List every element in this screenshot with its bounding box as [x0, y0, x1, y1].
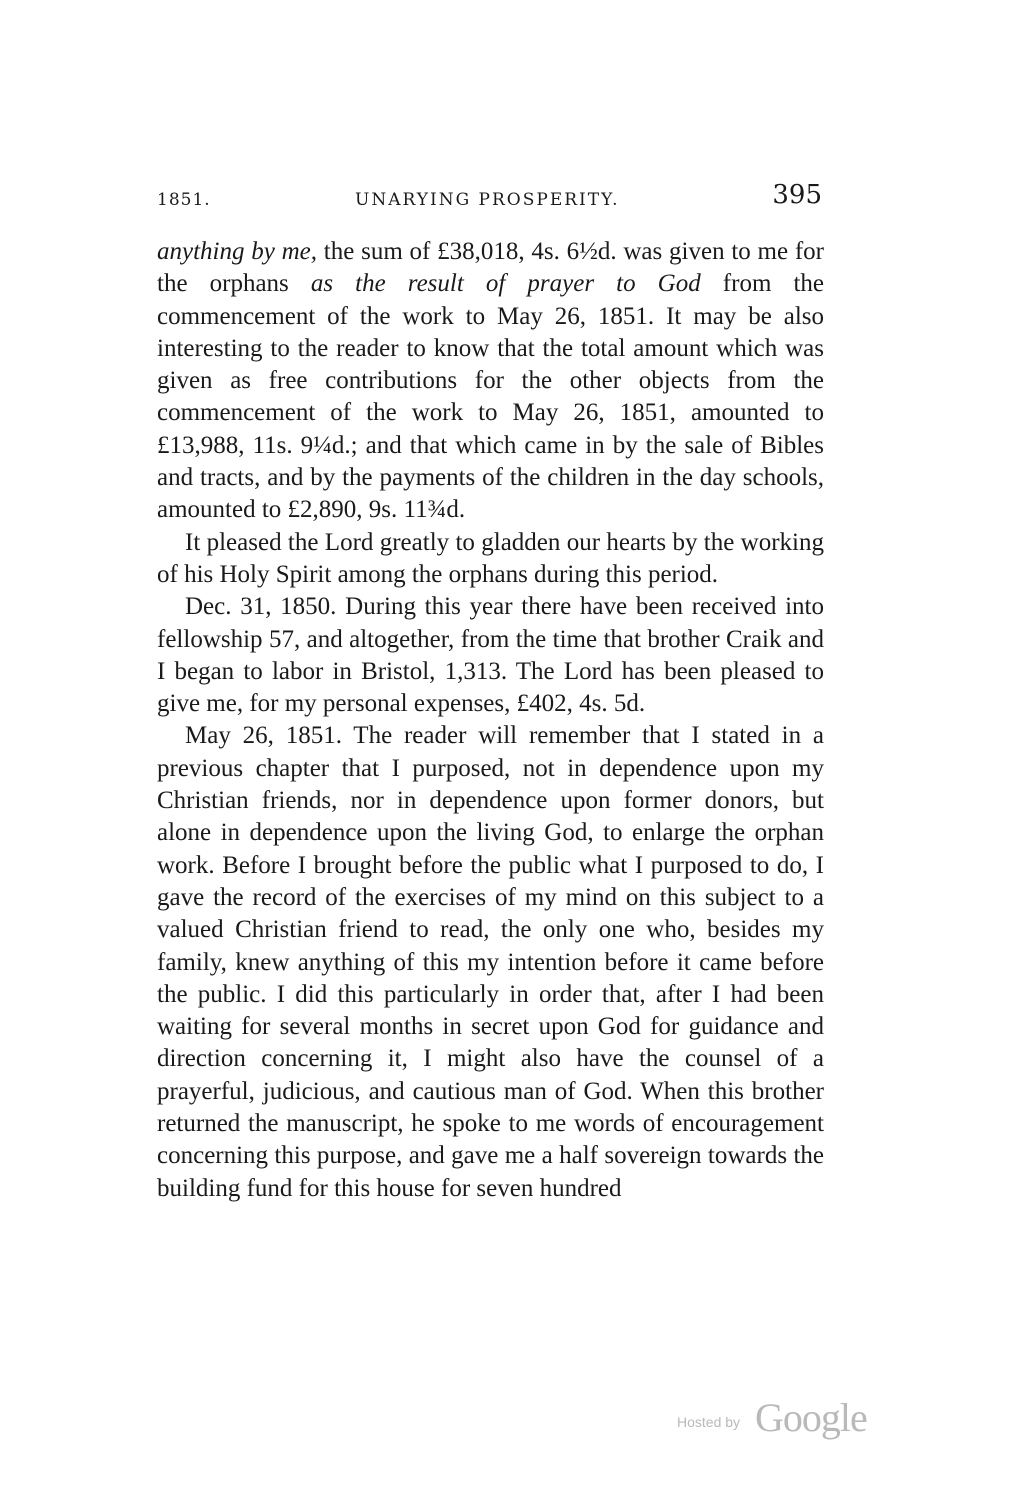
italic-phrase: as the result of prayer to God — [310, 270, 701, 298]
page-number: 395 — [772, 180, 822, 210]
paragraph-text: from the commencement of the work to May 26, 1851. It may be also interesting to the reader to know that the total amount which was given as free contributions for the other objects from the commencement of the work to May 26, 1851, amounted to £13,988, 11s. 9¼d.; and that which came in by the sale of Bibles and tracts, and by the payments of the children in the day schools, amounted to £2,890, 9s. 11¾d. — [157, 270, 825, 524]
paragraph-1 — [157, 236, 824, 527]
hosted-by-label: Hosted by — [677, 1414, 741, 1430]
paragraph-text: the sum of £38,018, 4s. 6½d. was given to me for the orphans — [157, 238, 824, 298]
paragraph-3: Dec. 31, 1850. During this year there have been received into fellowship 57, and altogether, from the time that brother Craik and I began to labor in Bristol, 1,313. The Lord has been pleased to give me, for my personal expenses, £402, 4s. 5d. — [157, 593, 824, 718]
header-year: 1851. — [157, 190, 211, 210]
italic-phrase: anything by me, — [157, 238, 318, 265]
running-header — [157, 180, 822, 214]
paragraph-2: It pleased the Lord greatly to gladden our hearts by the working of his Holy Spirit among the orphans during this period. — [157, 528, 824, 588]
body-text — [157, 236, 824, 1205]
running-title: UNARYING PROSPERITY. — [355, 190, 620, 210]
google-logo: Google — [755, 1395, 867, 1440]
paragraph-4: May 26, 1851. The reader will remember that I stated in a previous chapter that I purposed, not in dependence upon my Christian friends, nor in dependence upon former donors, but alone in dependence upon the living God, to enlarge the orphan work. Before I brought before the public what I purposed to do, I gave the record of the exercises of my mind on this subject to a valued Christian friend to read, the only one who, besides my family, knew anything of this my intention before it came before the public. I did this particularly in order that, after I had been waiting for several months in secret upon God for guidance and direction concerning it, I might also have the counsel of a prayerful, judicious, and cautious man of God. When this brother returned the manuscript, he spoke to me words of encouragement concerning this purpose, and gave me a half sovereign towards the building fund for this house for seven hundred — [157, 722, 824, 1202]
